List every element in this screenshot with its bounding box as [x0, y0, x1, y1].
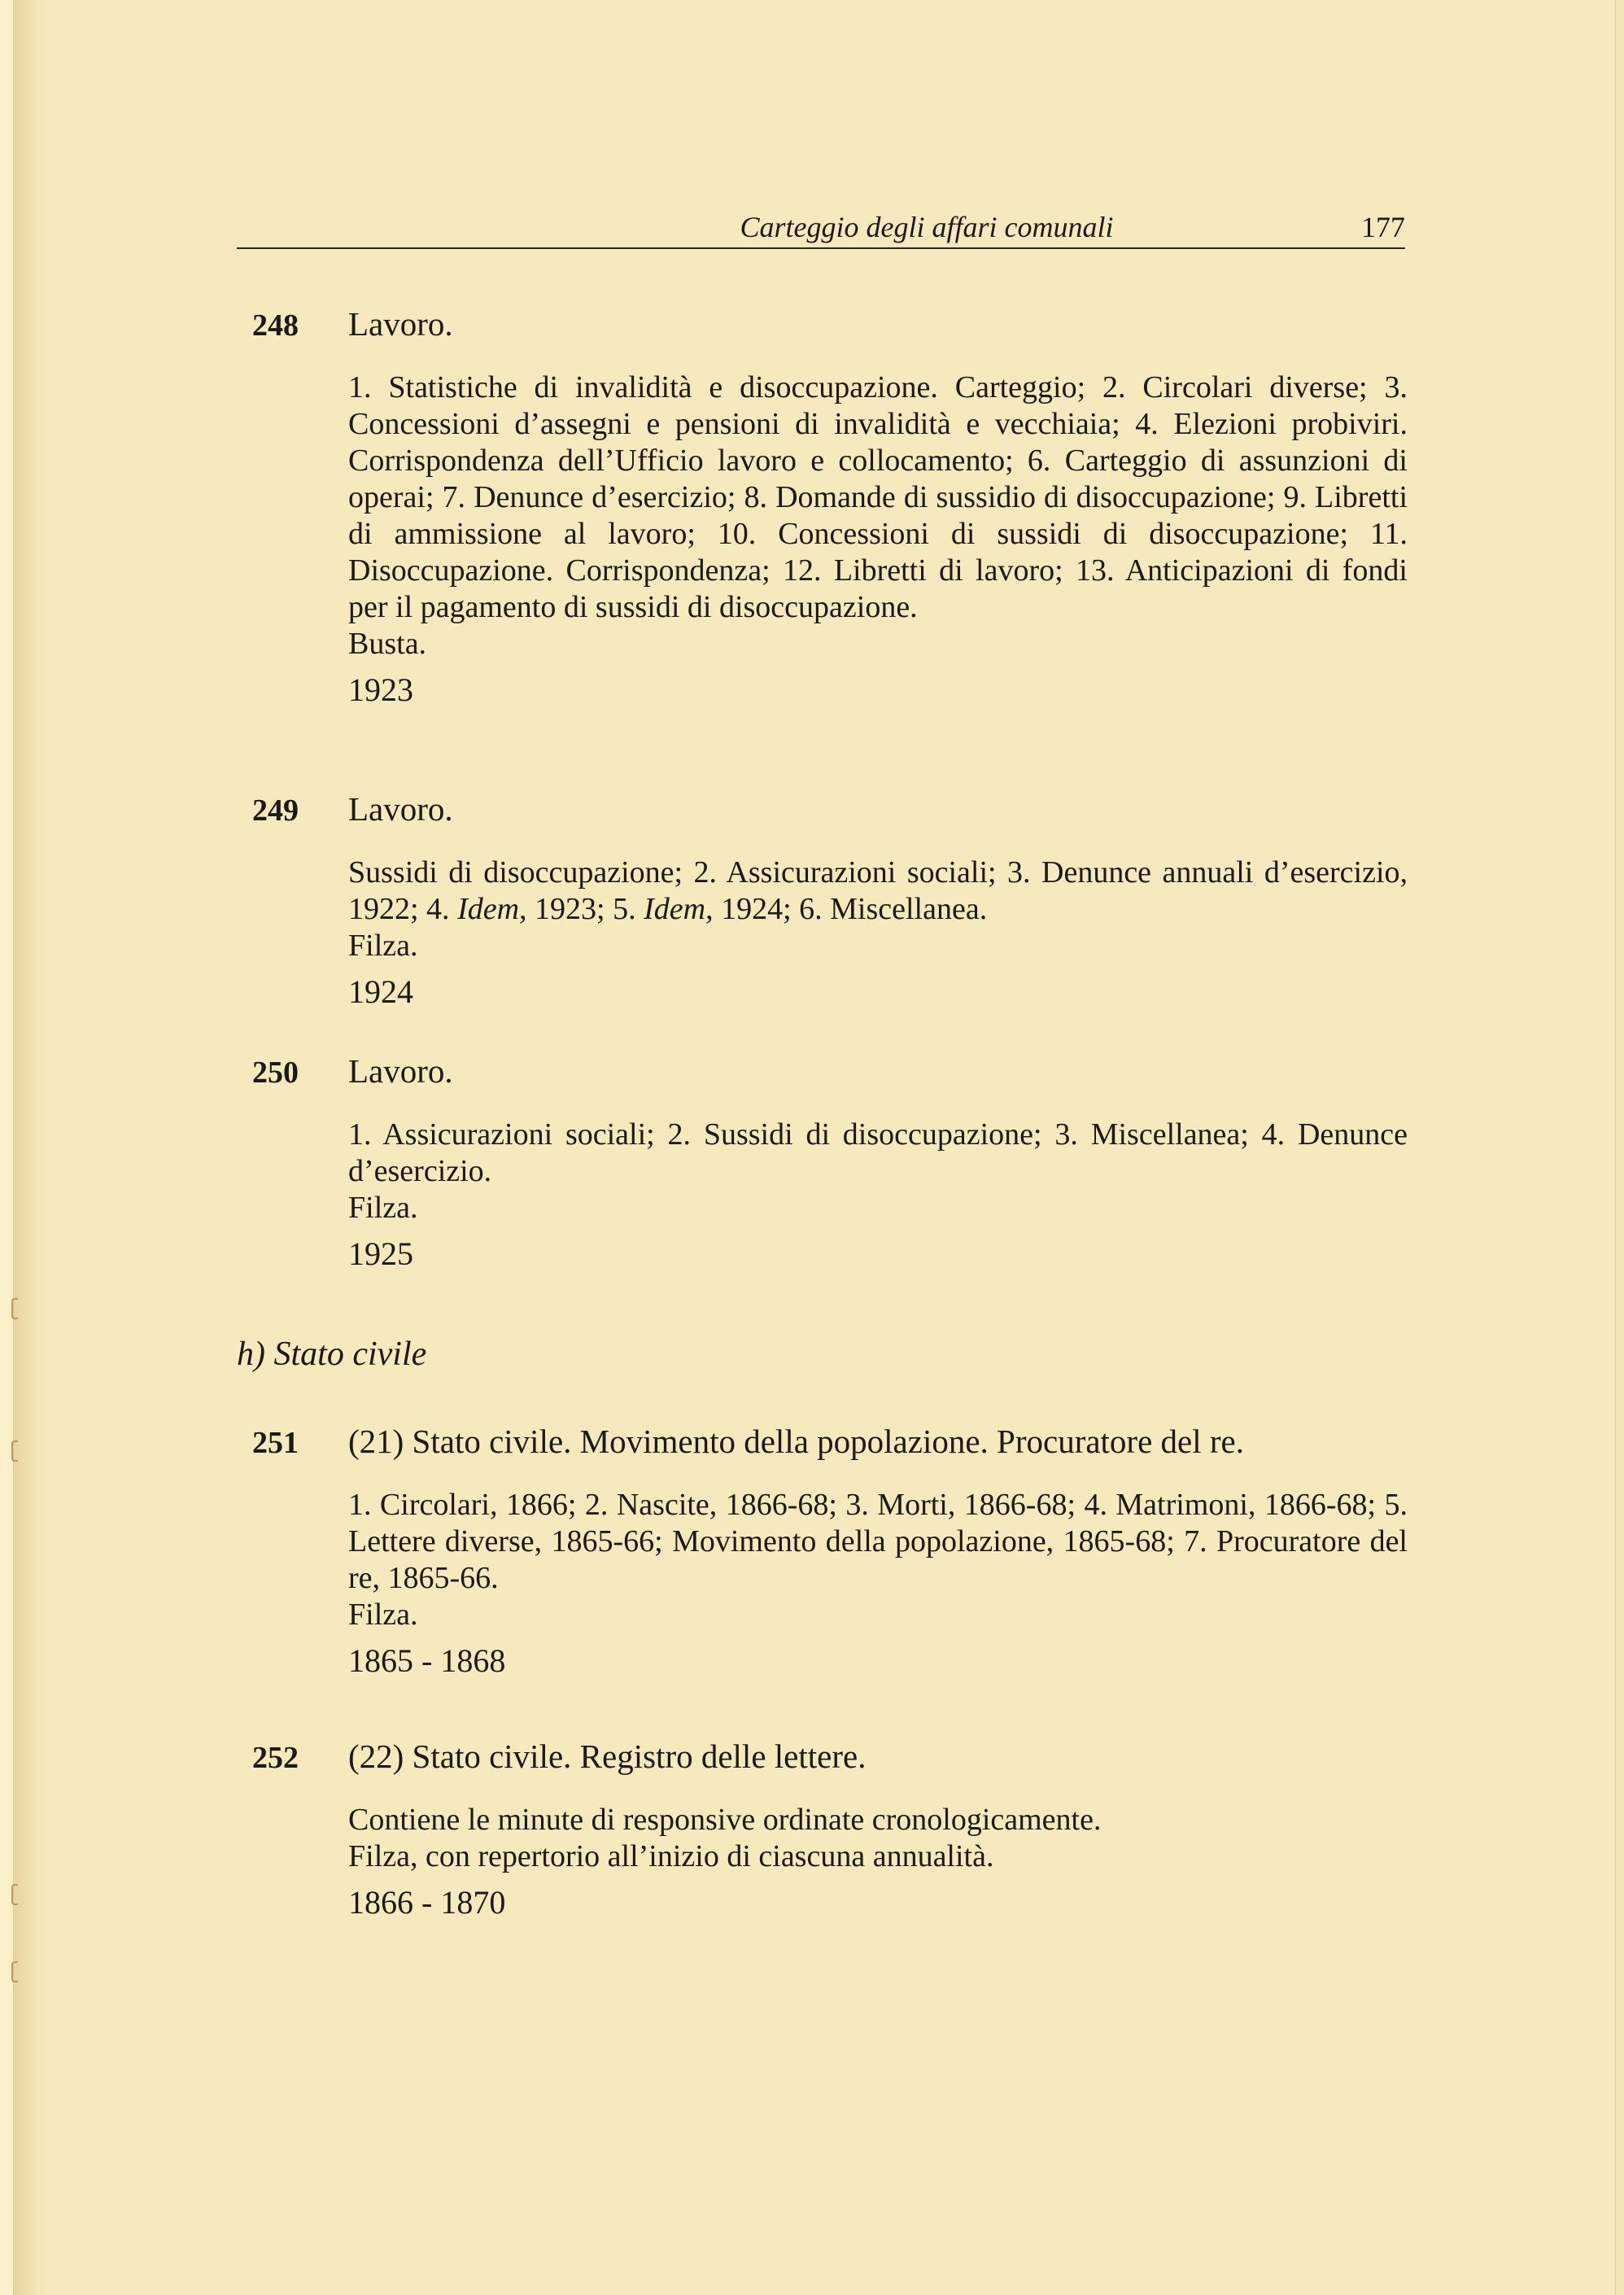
- section-heading: h) Stato civile: [237, 1335, 427, 1373]
- entry-date: 1925: [348, 1235, 413, 1272]
- entry-container-type: Filza.: [348, 1191, 418, 1225]
- entry-title: Lavoro.: [348, 790, 453, 828]
- entry-container-type: Busta.: [348, 627, 427, 661]
- catalog-entry-252: [252, 1735, 1408, 1924]
- entry-date: 1865 - 1868: [348, 1642, 506, 1679]
- page-number: 177: [1361, 211, 1405, 243]
- catalog-entry-249: [252, 788, 1408, 1013]
- description-text: , 1924; 6. Miscellanea.: [705, 892, 988, 926]
- entry-number: 250: [252, 1056, 299, 1090]
- entry-description: 1. Circolari, 1866; 2. Nascite, 1866-68; 3. Morti, 1866-68; 4. Matrimoni, 1866-68; 5. Lettere diverse, 1865-66; Movimento della popolazione, 1865-68; 7. Procuratore del re, 1865-66.: [348, 1488, 1408, 1595]
- entry-date: 1923: [348, 671, 413, 708]
- entry-description: Contiene le minute di responsive ordinate cronologicamente.: [348, 1803, 1102, 1837]
- entry-date: 1924: [348, 973, 413, 1010]
- entry-number: 249: [252, 793, 299, 828]
- entry-number: 251: [252, 1426, 299, 1460]
- description-italic: Idem: [644, 892, 706, 926]
- description-italic: Idem: [457, 892, 520, 926]
- entry-title: (22) Stato civile. Registro delle lettere.: [348, 1738, 867, 1775]
- entry-number: 248: [252, 308, 299, 343]
- binding-stitch-mark: [11, 1884, 18, 1905]
- entry-title: Lavoro.: [348, 305, 453, 343]
- gutter-shadow: [13, 0, 46, 2295]
- catalog-entry-248: [252, 303, 1408, 711]
- header-rule: [237, 247, 1405, 249]
- catalog-entry-250: [252, 1050, 1408, 1275]
- entry-title: Lavoro.: [348, 1052, 453, 1090]
- page-right-edge: [1615, 0, 1624, 2295]
- entry-description: 1. Assicurazioni sociali; 2. Sussidi di disoccupazione; 3. Miscellanea; 4. Denunce d’esercizio.: [348, 1117, 1408, 1188]
- entry-description: 1. Statistiche di invalidità e disoccupazione. Carteggio; 2. Circolari diverse; 3. Concessioni d’assegni e pensioni di invalidità e vecchiaia; 4. Elezioni probiviri. Corrispondenza dell’Ufficio lavoro e collocamento; 6. Carteggio di assunzioni di operai; 7. Denunce d’esercizio; 8. Domande di sussidio di disoccupazione; 9. Libretti di ammissione al lavoro; 10. Concessioni di sussidi di disoccupazione; 11. Disoccupazione. Corrispondenza; 12. Libretti di lavoro; 13. Anticipazioni di fondi per il pagamento di sussidi di disoccupazione.: [348, 370, 1408, 624]
- entry-number: 252: [252, 1741, 299, 1775]
- entry-container-type: Filza.: [348, 1598, 418, 1632]
- description-text: , 1923; 5.: [519, 892, 644, 926]
- entry-title: (21) Stato civile. Movimento della popolazione. Procuratore del re.: [348, 1423, 1244, 1460]
- binding-stitch-mark: [11, 1961, 18, 1982]
- entry-date: 1866 - 1870: [348, 1884, 506, 1921]
- page-header: [237, 210, 1405, 251]
- binding-stitch-mark: [11, 1298, 18, 1319]
- entry-container-type: Filza, con repertorio all’inizio di ciascuna annualità.: [348, 1839, 994, 1873]
- description-text: Sussidi di disoccupazione; 2. Assicurazioni sociali; 3. Denunce annuali d’esercizio, 1922; 4.: [348, 855, 1408, 926]
- entry-description: [348, 855, 1408, 928]
- catalog-entry-251: [252, 1420, 1408, 1682]
- entry-container-type: Filza.: [348, 929, 418, 963]
- running-title: Carteggio degli affari comunali: [740, 211, 1114, 243]
- page-binding-edge: [0, 0, 14, 2295]
- binding-stitch-mark: [11, 1440, 18, 1462]
